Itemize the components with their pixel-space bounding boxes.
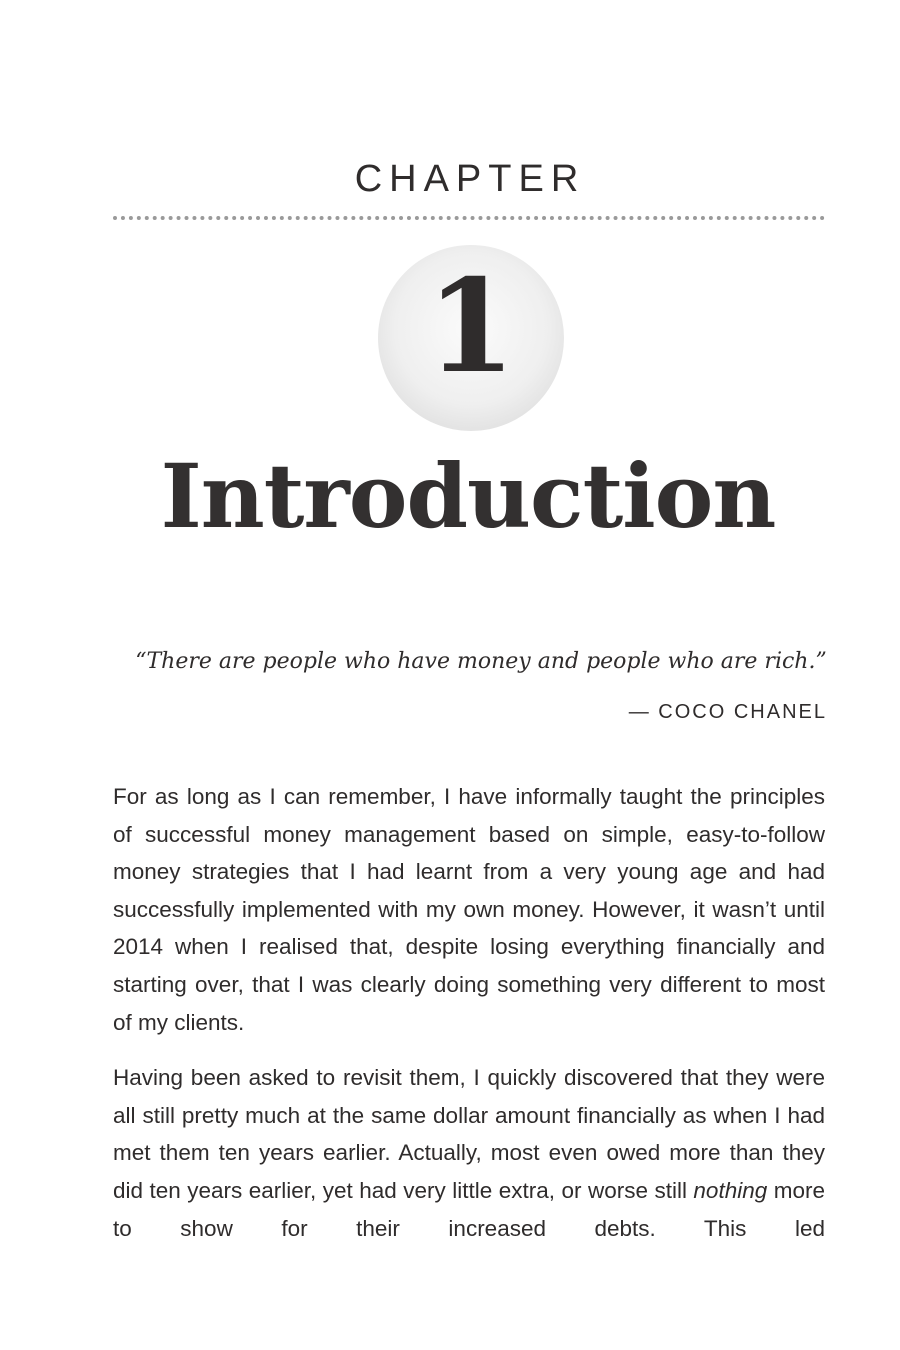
paragraph-2-text-start: Having been asked to revisit them, I quickly discovered that they were all still pretty much at the same dollar amount financially as when I had met them ten years earlier. Actually, most even owed more than they did ten years earlier, yet had very little extra, or worse still — [113, 1065, 825, 1203]
paragraph-2-emphasis: nothing — [693, 1177, 768, 1203]
dotted-divider — [113, 216, 825, 220]
body-paragraph-2 — [113, 1059, 825, 1247]
chapter-number-badge — [378, 245, 564, 431]
chapter-title: Introduction — [160, 444, 776, 548]
chapter-label: CHAPTER — [354, 158, 586, 200]
epigraph-quote: “There are people who have money and people who are rich.” — [135, 649, 827, 674]
chapter-number: 1 — [426, 252, 516, 402]
paragraph-2-text-end: more to show for their increased debts. This led — [113, 1177, 825, 1241]
body-paragraph-1: For as long as I can remember, I have informally taught the principles of successful money management based on simple, easy-to-follow money strategies that I had learnt from a very young age and had successfully implemented with my own money. However, it wasn’t until 2014 when I realised that, despite losing everything financially and starting over, that I was clearly doing something very different to most of my clients. — [113, 784, 825, 1035]
epigraph-attribution: — COCO CHANEL — [628, 701, 827, 723]
body-text — [113, 778, 825, 1265]
